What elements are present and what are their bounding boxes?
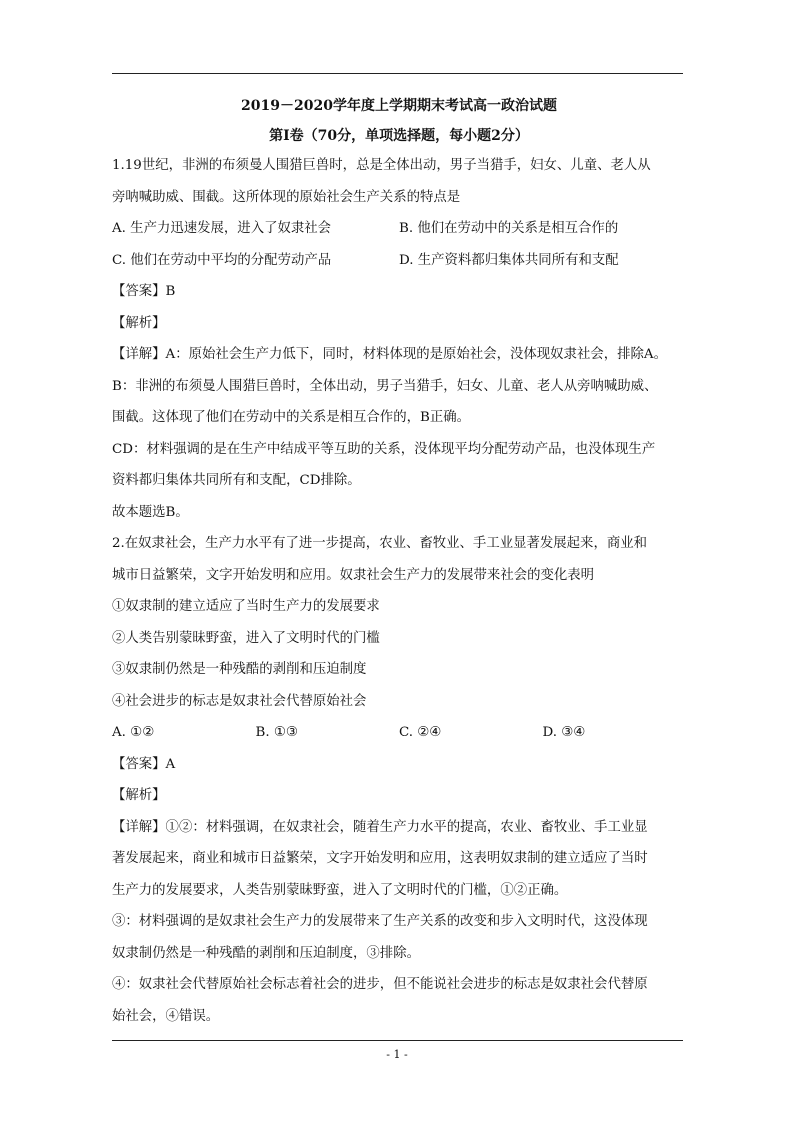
option-a: A. ①② — [112, 725, 155, 740]
question-stem-line: 1.19世纪，非洲的布须曼人围猎巨兽时，总是全体出动，男子当猎手，妇女、儿童、老人从 — [112, 158, 651, 173]
question-stem-line: 2.在奴隶社会，生产力水平有了进一步提高，农业、畜牧业、手工业显著发展起来，商业和 — [112, 536, 648, 551]
statement-item: ③奴隶制仍然是一种残酷的剥削和压迫制度 — [112, 662, 367, 677]
exam-title: 2019－2020学年度上学期期末考试高一政治试题 — [241, 98, 557, 114]
question-2 — [112, 528, 686, 1032]
answer-line: 【答案】B — [112, 284, 176, 299]
option-b: B. 他们在劳动中的关系是相互合作的 — [399, 221, 619, 236]
option-c: C. 他们在劳动中平均的分配劳动产品 — [112, 252, 332, 268]
option-c: C. ②④ — [399, 725, 442, 740]
detail-line: 围截。这体现了他们在劳动中的关系是相互合作的，B正确。 — [112, 410, 470, 425]
detail-line: 奴隶制仍然是一种残酷的剥削和压迫制度，③排除。 — [112, 945, 420, 961]
question-stem-line: 城市日益繁荣，文字开始发明和应用。奴隶社会生产力的发展带来社会的变化表明 — [112, 567, 595, 583]
statement-item: ①奴隶制的建立适应了当时生产力的发展要求 — [112, 599, 380, 614]
detail-line: 【详解】A：原始社会生产力低下，同时，材料体现的是原始社会，没体现奴隶社会，排除A。 — [112, 347, 667, 362]
option-d: D. 生产资料都归集体共同所有和支配 — [399, 252, 619, 268]
detail-line: 始社会，④错误。 — [112, 1008, 220, 1024]
detail-line: CD：材料强调的是在生产中结成平等互助的关系，没体现平均分配劳动产品，也没体现生产 — [112, 441, 656, 457]
detail-line: 【详解】①②：材料强调，在奴隶社会，随着生产力水平的提高，农业、畜牧业、手工业显 — [112, 819, 648, 835]
detail-line: 故本题选B。 — [112, 504, 189, 520]
options-row — [112, 213, 686, 245]
analysis-label: 【解析】 — [112, 315, 166, 331]
answer-line: 【答案】A — [112, 756, 176, 772]
detail-line: ③：材料强调的是奴隶社会生产力的发展带来了生产关系的改变和步入文明时代，这没体现 — [112, 914, 648, 929]
detail-line: 资料都归集体共同所有和支配，CD排除。 — [112, 473, 361, 488]
statement-item: ②人类告别蒙昧野蛮，进入了文明时代的门槛 — [112, 630, 380, 646]
option-d: D. ③④ — [542, 725, 586, 740]
detail-line: 著发展起来，商业和城市日益繁荣，文字开始发明和应用，这表明奴隶制的建立适应了当时 — [112, 851, 648, 866]
page-number: - 1 - — [386, 1048, 408, 1061]
option-a: A. 生产力迅速发展，进入了奴隶社会 — [112, 221, 332, 236]
statement-item: ④社会进步的标志是奴隶社会代替原始社会 — [112, 693, 367, 709]
section-heading: 第Ⅰ卷（70分，单项选择题，每小题2分） — [269, 128, 529, 144]
options-row — [112, 717, 686, 749]
question-stem-line: 旁呐喊助威、围截。这所体现的原始社会生产关系的特点是 — [112, 189, 461, 205]
analysis-label: 【解析】 — [112, 788, 166, 803]
top-rule — [112, 73, 683, 74]
detail-line: B：非洲的布须曼人围猎巨兽时，全体出动，男子当猎手，妇女、儿童、老人从旁呐喊助威、 — [112, 378, 658, 394]
detail-line: ④：奴隶社会代替原始社会标志着社会的进步，但不能说社会进步的标志是奴隶社会代替原 — [112, 977, 648, 992]
question-1 — [112, 150, 686, 528]
detail-line: 生产力的发展要求，人类告别蒙昧野蛮，进入了文明时代的门槛，①②正确。 — [112, 882, 568, 898]
bottom-rule — [112, 1040, 683, 1041]
page-content — [112, 96, 686, 1032]
option-b: B. ①③ — [255, 725, 298, 740]
options-row — [112, 245, 686, 277]
